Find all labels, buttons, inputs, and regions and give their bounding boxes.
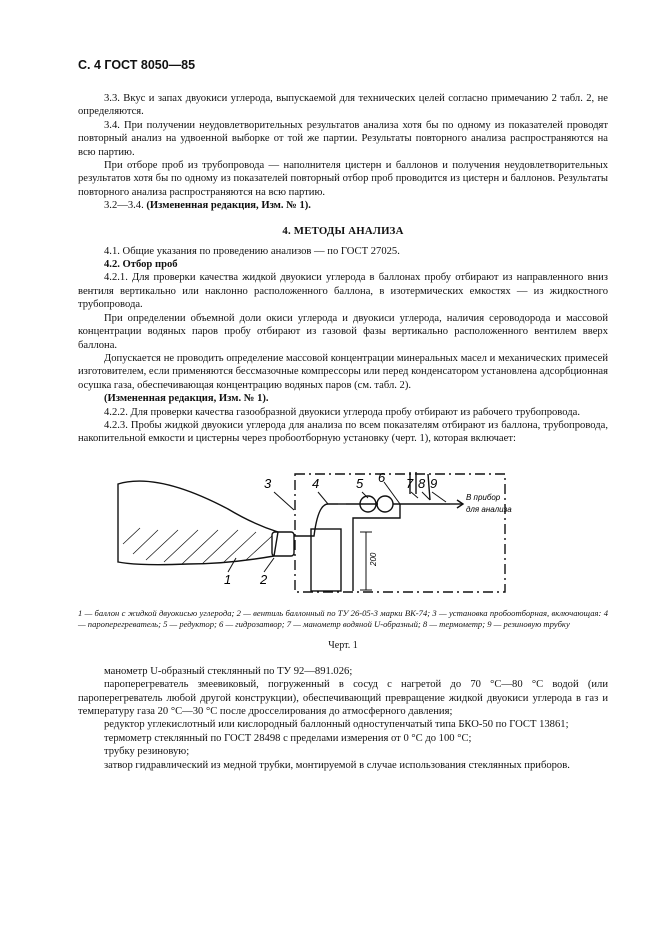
label-6: 6 bbox=[378, 469, 386, 485]
paragraph-4-2-2: 4.2.2. Для проверки качества газообразной двуокиси углерода пробу отбирают из рабочего трубопровода. bbox=[104, 406, 580, 418]
label-5: 5 bbox=[356, 475, 364, 491]
label-8: 8 bbox=[418, 475, 426, 491]
paragraph-4-2-1-c: Допускается не проводить определение массовой концентрации минеральных масел и механических примесей изготовителем, если применяются бессмазочные компрессоры или перед конденсатором установлена адсорбционная осушка газа, обеспечивающая концентрацию водяных паров (см. табл. 2). bbox=[78, 352, 608, 391]
cylinder-outline bbox=[118, 481, 278, 565]
list-item: трубку резиновую; bbox=[104, 746, 190, 758]
reducer-gauge-2 bbox=[377, 496, 393, 512]
list-item: затвор гидравлический из медной трубки, монтируемой в случае использования стеклянных приборов. bbox=[104, 759, 570, 771]
list-item: манометр U-образный стеклянный по ТУ 92—891.026; bbox=[104, 665, 353, 677]
leader-7 bbox=[411, 492, 418, 498]
leader-2 bbox=[264, 558, 274, 572]
pipe-inlet bbox=[294, 504, 338, 536]
cylinder-hatching bbox=[123, 528, 272, 564]
paragraph-4-2-1: 4.2.1. Для проверки качества жидкой двуокиси углерода в баллонах пробу отбирают из направленного вниз вентиля вертикально или наклонно расположенного баллона, в изотермических емкостях — из жидкостного трубопровода. bbox=[78, 272, 608, 311]
paragraph-3-4-cont: При отборе проб из трубопровода — наполнителя цистерн и баллонов и получения неудовлетворительных результатов хотя бы по одному из показателей повторный отбор проб проводится из цистерн и баллонов. Результаты повторного анализа распространяются на всю партию. bbox=[78, 160, 608, 198]
superheater-vessel bbox=[311, 529, 341, 591]
paragraph-3-3: 3.3. Вкус и запах двуокиси углерода, выпускаемой для технических целей согласно примечанию 2 табл. 2, не определяются. bbox=[78, 93, 608, 118]
label-1: 1 bbox=[224, 571, 232, 587]
paragraph-4-2-heading: 4.2. Отбор проб bbox=[104, 259, 178, 271]
label-4: 4 bbox=[312, 475, 320, 491]
amendment-note-2: (Измененная редакция, Изм. № 1). bbox=[104, 393, 269, 405]
leader-4 bbox=[318, 492, 328, 504]
leader-1 bbox=[228, 558, 236, 572]
amendment-text: (Измененная редакция, Изм. № 1). bbox=[146, 200, 311, 212]
paragraph-4-2-3: 4.2.3. Пробы жидкой двуокиси углерода для анализа по всем показателям отбирают из баллона, трубопровода, накопительной емкости и цистерны через пробоотборную установку (черт. 1), которая включает: bbox=[78, 419, 608, 445]
figure-title: Черт. 1 bbox=[328, 639, 358, 651]
list-item: пароперегреватель змеевиковый, погруженный в сосуд с нагретой до 70 °С—80 °С водой (или пароперегреватель любой другой конструкции), обеспечивающий превращение жидкой двуокиси углерода в газ и температуру газа 20 °С—30 °С после дросселирования до атмосферного давления; bbox=[78, 679, 608, 717]
water-seal-pipe bbox=[353, 504, 400, 591]
paragraph-3-4: 3.4. При получении неудовлетворительных результатов анализа хотя бы по одному из показателей проводят повторный анализ на удвоенной выборке от той же партии. Результаты повторного анализа распространяются на всю партию. bbox=[78, 119, 608, 158]
leader-9 bbox=[432, 492, 446, 502]
label-7: 7 bbox=[406, 475, 414, 491]
label-3: 3 bbox=[264, 475, 272, 491]
page-header: С. 4 ГОСТ 8050—85 bbox=[78, 58, 196, 72]
section-title: 4. МЕТОДЫ АНАЛИЗА bbox=[282, 224, 404, 237]
amendment-range: 3.2—3.4. bbox=[104, 200, 144, 212]
figure-caption: 1 — баллон с жидкой двуокисью углерода; 2 — вентиль баллонный по ТУ 26-05-3 марки ВК-74; 3 — установка пробоотборная, включающая: 4 — пароперегреватель; 5 — редуктор; 6 — гидрозатвор; 7 — манометр водяной U-образный; 8 — термометр; 9 — резиновую трубку bbox=[78, 607, 608, 629]
label-9: 9 bbox=[430, 475, 438, 491]
outlet-label-line2: для анализа bbox=[466, 504, 512, 514]
amendment-note-1 bbox=[78, 199, 608, 212]
list-item: редуктор углекислотный или кислородный баллонный одноступенчатый типа БКО-50 по ГОСТ 13861; bbox=[104, 719, 569, 731]
document-page bbox=[78, 58, 608, 772]
figure-sampling-unit bbox=[78, 454, 608, 604]
label-2: 2 bbox=[260, 571, 268, 587]
list-item: термометр стеклянный по ГОСТ 28498 с пределами измерения от 0 °С до 100 °С; bbox=[104, 732, 472, 744]
paragraph-4-2-1-b: При определении объемной доли окиси углерода и двуокиси углерода, наличия сероводорода и массовой концентрации водяных паров пробу отбирают из газовой фазы вертикально расположенного вентилем вверх баллона. bbox=[78, 312, 608, 351]
unit-boundary bbox=[295, 474, 505, 592]
paragraph-4-1: 4.1. Общие указания по проведению анализов — по ГОСТ 27025. bbox=[104, 245, 400, 257]
dimension-label: 200 bbox=[369, 552, 378, 566]
leader-3 bbox=[274, 492, 294, 510]
sampling-unit-diagram bbox=[78, 454, 608, 604]
outlet-label-line1: В прибор bbox=[466, 492, 501, 502]
